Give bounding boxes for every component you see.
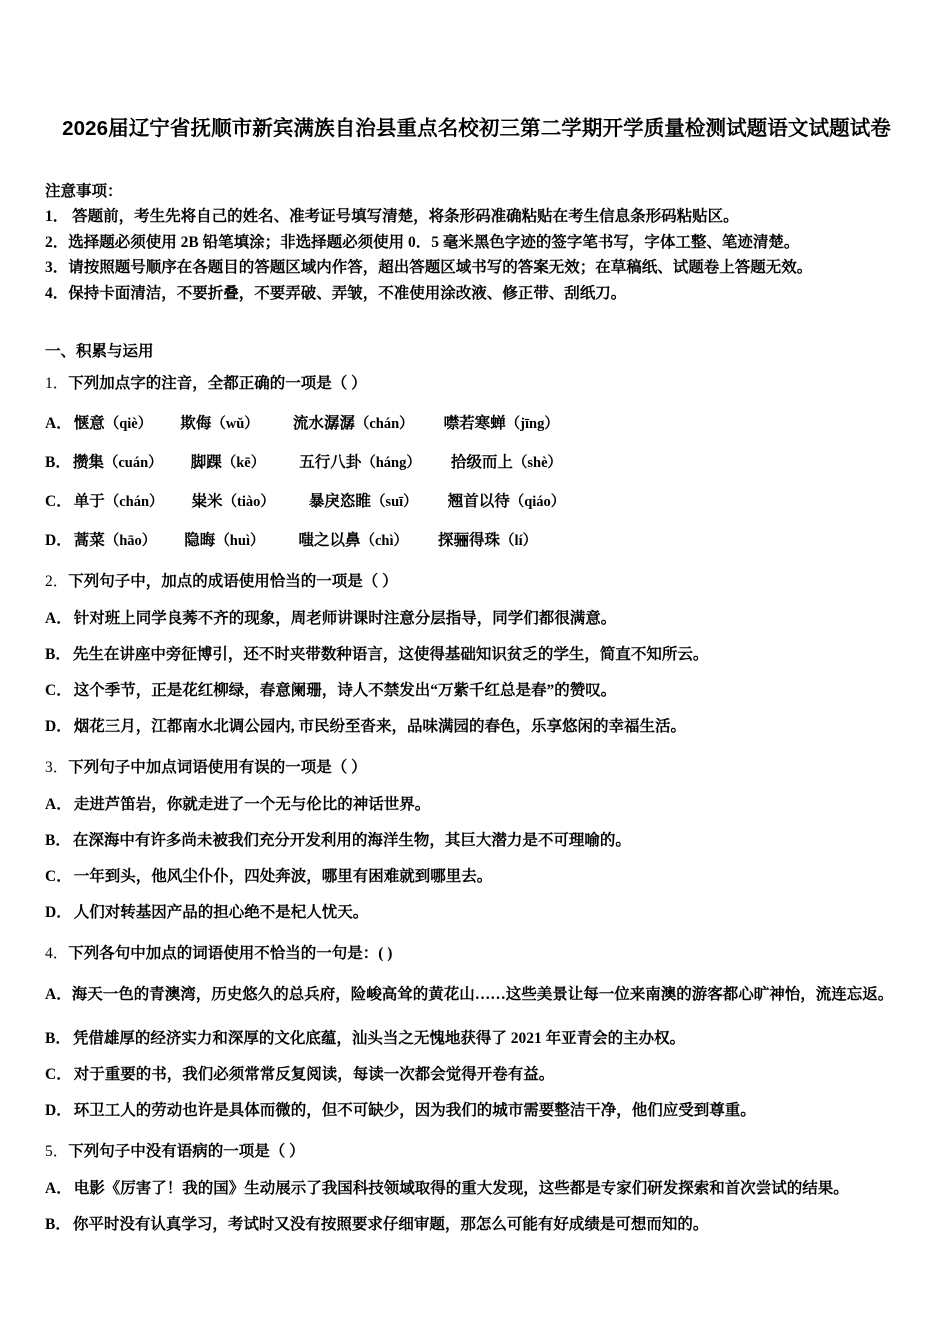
segment-pinyin: （lí） bbox=[500, 533, 538, 549]
question-3-option-b[interactable] bbox=[45, 830, 908, 852]
segment-word: 隐晦 bbox=[184, 532, 216, 549]
option-text: 一年到头，他风尘仆仆，四处奔波，哪里有困难就到哪里去。 bbox=[73, 868, 493, 885]
question-4-text: 下列各句中加点的词语使用不恰当的一句是：( ) bbox=[68, 945, 393, 962]
option-segment bbox=[451, 452, 562, 474]
question-1-option-d[interactable] bbox=[45, 530, 908, 552]
option-text: 电影《厉害了！我的国》生动展示了我国科技领域取得的重大发现，这些都是专家们研发探索和首次尝试的结果。 bbox=[73, 1180, 849, 1197]
option-label: D． bbox=[45, 1102, 72, 1119]
option-label: C． bbox=[45, 682, 72, 699]
question-5-number: 5． bbox=[45, 1143, 69, 1160]
option-segment bbox=[74, 530, 157, 552]
question-5-stem bbox=[45, 1140, 908, 1164]
option-segment bbox=[293, 413, 414, 435]
option-text: 这个季节，正是花红柳绿，春意阑珊，诗人不禁发出“万紫千红总是春”的赞叹。 bbox=[73, 682, 617, 699]
question-4-option-b[interactable] bbox=[45, 1028, 908, 1050]
question-3-option-c[interactable] bbox=[45, 866, 908, 888]
option-label: C． bbox=[45, 1066, 72, 1083]
segment-word: 探骊得珠 bbox=[438, 532, 501, 549]
question-1-text: 下列加点字的注音，全都正确的一项是（ ） bbox=[68, 375, 367, 392]
segment-word: 攒集 bbox=[72, 454, 104, 471]
segment-pinyin: （chì） bbox=[360, 533, 409, 549]
option-label: B． bbox=[45, 1030, 71, 1047]
segment-word: 噤若寒蝉 bbox=[443, 415, 506, 432]
option-text: 凭借雄厚的经济实力和深厚的文化底蕴，汕头当之无愧地获得了 2021 年亚青会的主办权。 bbox=[72, 1030, 686, 1047]
option-segment bbox=[180, 413, 259, 435]
option-segment bbox=[444, 413, 559, 435]
question-2-option-a[interactable] bbox=[45, 608, 908, 630]
notice-block bbox=[45, 179, 908, 306]
segment-word: 蒿菜 bbox=[73, 532, 105, 549]
question-1-option-a[interactable] bbox=[45, 413, 908, 435]
option-label: D． bbox=[45, 718, 72, 735]
page-title: 2026届辽宁省抚顺市新宾满族自治县重点名校初三第二学期开学质量检测试题语文试题试卷 bbox=[62, 117, 891, 140]
segment-pinyin: （qiáo） bbox=[509, 494, 566, 510]
segment-pinyin: （qiè） bbox=[104, 416, 153, 432]
question-2-text: 下列句子中，加点的成语使用恰当的一项是（ ） bbox=[68, 573, 398, 590]
segment-word: 拾级而上 bbox=[450, 454, 513, 471]
notice-item-1: 1． 答题前，考生先将自己的姓名、准考证号填写清楚，将条形码准确粘贴在考生信息条形码粘贴区。 bbox=[45, 208, 739, 225]
option-label: B． bbox=[45, 454, 71, 471]
option-segment bbox=[309, 491, 418, 513]
option-label: A． bbox=[45, 610, 72, 627]
question-5-option-b[interactable] bbox=[45, 1214, 908, 1236]
segment-pinyin: （háng） bbox=[361, 455, 421, 471]
section-heading: 一、积累与运用 bbox=[45, 343, 154, 360]
question-3-stem bbox=[45, 756, 908, 780]
question-2-option-d[interactable] bbox=[45, 716, 908, 738]
segment-word: 翘首以待 bbox=[447, 493, 510, 510]
question-3-option-a[interactable] bbox=[45, 794, 908, 816]
question-1-option-b[interactable] bbox=[45, 452, 908, 474]
option-segment bbox=[299, 452, 421, 474]
option-segment bbox=[298, 530, 408, 552]
option-segment bbox=[74, 491, 164, 513]
segment-pinyin: （tiào） bbox=[222, 494, 275, 510]
option-text: 对于重要的书，我们必须常常反复阅读，每读一次都会觉得开卷有益。 bbox=[73, 1066, 555, 1083]
option-segment bbox=[73, 452, 163, 474]
option-text: 环卫工人的劳动也许是具体而微的，但不可缺少，因为我们的城市需要整洁干净，他们应受到尊重。 bbox=[73, 1102, 756, 1119]
question-2-option-c[interactable] bbox=[45, 680, 908, 702]
question-3-number: 3． bbox=[45, 759, 69, 776]
option-label: D． bbox=[45, 904, 72, 921]
segment-word: 嗤之以鼻 bbox=[298, 532, 361, 549]
segment-word: 脚踝 bbox=[190, 454, 222, 471]
notice-item-4: 4．保持卡面清洁，不要折叠，不要弄破、弄皱，不准使用涂改液、修正带、刮纸刀。 bbox=[45, 284, 627, 302]
question-4-option-d[interactable] bbox=[45, 1100, 908, 1122]
option-label: B． bbox=[45, 646, 71, 663]
segment-pinyin: （kē） bbox=[221, 455, 266, 471]
option-label: D． bbox=[45, 532, 72, 549]
question-5-text: 下列句子中没有语病的一项是（ ） bbox=[68, 1143, 305, 1160]
segment-pinyin: （hāo） bbox=[104, 533, 157, 549]
option-label: A． bbox=[45, 415, 72, 432]
option-segment bbox=[74, 413, 153, 435]
question-2-number: 2． bbox=[45, 573, 69, 590]
option-segment bbox=[192, 491, 275, 513]
option-text: 烟花三月，江都南水北调公园内, 市民纷至沓来，品味满园的春色，乐享悠闲的幸福生活。 bbox=[73, 718, 686, 735]
segment-word: 欺侮 bbox=[180, 415, 212, 432]
segment-pinyin: （suī） bbox=[370, 494, 418, 510]
segment-word: 流水潺潺 bbox=[292, 415, 355, 432]
option-label: A． bbox=[45, 796, 72, 813]
segment-word: 粜米 bbox=[191, 493, 223, 510]
option-text: 针对班上同学良莠不齐的现象，周老师讲课时注意分层指导，同学们都很满意。 bbox=[73, 610, 617, 627]
option-label: C． bbox=[45, 868, 72, 885]
option-label: A． bbox=[45, 986, 72, 1003]
option-label: B． bbox=[45, 1216, 71, 1233]
question-5-option-a[interactable] bbox=[45, 1178, 908, 1200]
notice-item-3: 3．请按照题号顺序在各题目的答题区域内作答，超出答题区域书写的答案无效；在草稿纸、试题卷上答题无效。 bbox=[45, 259, 813, 276]
segment-pinyin: （shè） bbox=[512, 455, 563, 471]
question-4-stem bbox=[45, 942, 908, 966]
question-3-option-d[interactable] bbox=[45, 902, 908, 924]
question-3-text: 下列句子中加点词语使用有误的一项是（ ） bbox=[68, 759, 367, 776]
option-segment bbox=[438, 530, 537, 552]
question-1-number: 1． bbox=[45, 375, 69, 392]
option-segment bbox=[184, 530, 264, 552]
segment-pinyin: （jīng） bbox=[505, 416, 559, 432]
option-text: 人们对转基因产品的担心绝不是杞人忧天。 bbox=[73, 904, 369, 921]
option-segment bbox=[191, 452, 266, 474]
question-4-option-c[interactable] bbox=[45, 1064, 908, 1086]
question-2-option-b[interactable] bbox=[45, 644, 908, 666]
question-2-stem bbox=[45, 570, 908, 594]
notice-heading: 注意事项： bbox=[45, 183, 123, 200]
option-label: A． bbox=[45, 1180, 72, 1197]
question-1-option-c[interactable] bbox=[45, 491, 908, 513]
segment-pinyin: （cuán） bbox=[103, 455, 163, 471]
notice-item-2: 2．选择题必须使用 2B 铅笔填涂；非选择题必须使用 0．5 毫米黑色字迹的签字笔书写，字体工整、笔迹清楚。 bbox=[45, 233, 800, 251]
option-segment bbox=[448, 491, 566, 513]
segment-word: 单于 bbox=[73, 493, 105, 510]
option-text: 在深海中有许多尚未被我们充分开发利用的海洋生物，其巨大潜力是不可理喻的。 bbox=[72, 832, 631, 849]
option-text: 你平时没有认真学习，考试时又没有按照要求仔细审题，那怎么可能有好成绩是可想而知的。 bbox=[72, 1216, 709, 1233]
segment-pinyin: （wǔ） bbox=[211, 416, 259, 432]
question-1-stem bbox=[45, 372, 908, 396]
option-label: C． bbox=[45, 493, 72, 510]
option-label: B． bbox=[45, 832, 71, 849]
segment-word: 惬意 bbox=[73, 415, 105, 432]
question-4-number: 4． bbox=[45, 945, 69, 962]
segment-pinyin: （chán） bbox=[354, 416, 414, 432]
question-4-option-a[interactable] bbox=[45, 976, 908, 1014]
segment-pinyin: （huì） bbox=[215, 533, 265, 549]
option-text: 走进芦笛岩，你就走进了一个无与伦比的神话世界。 bbox=[73, 796, 431, 813]
segment-word: 暴戾恣睢 bbox=[308, 493, 371, 510]
option-text: 先生在讲座中旁征博引，还不时夹带数种语言，这使得基础知识贫乏的学生，简直不知所云。 bbox=[72, 646, 709, 663]
option-text: 海天一色的青澳湾，历史悠久的总兵府，险峻高耸的黄花山……这些美景让每一位来南澳的游客都心旷神怡，流连忘返。 bbox=[71, 986, 894, 1003]
segment-word: 五行八卦 bbox=[299, 454, 362, 471]
segment-pinyin: （chán） bbox=[104, 494, 164, 510]
